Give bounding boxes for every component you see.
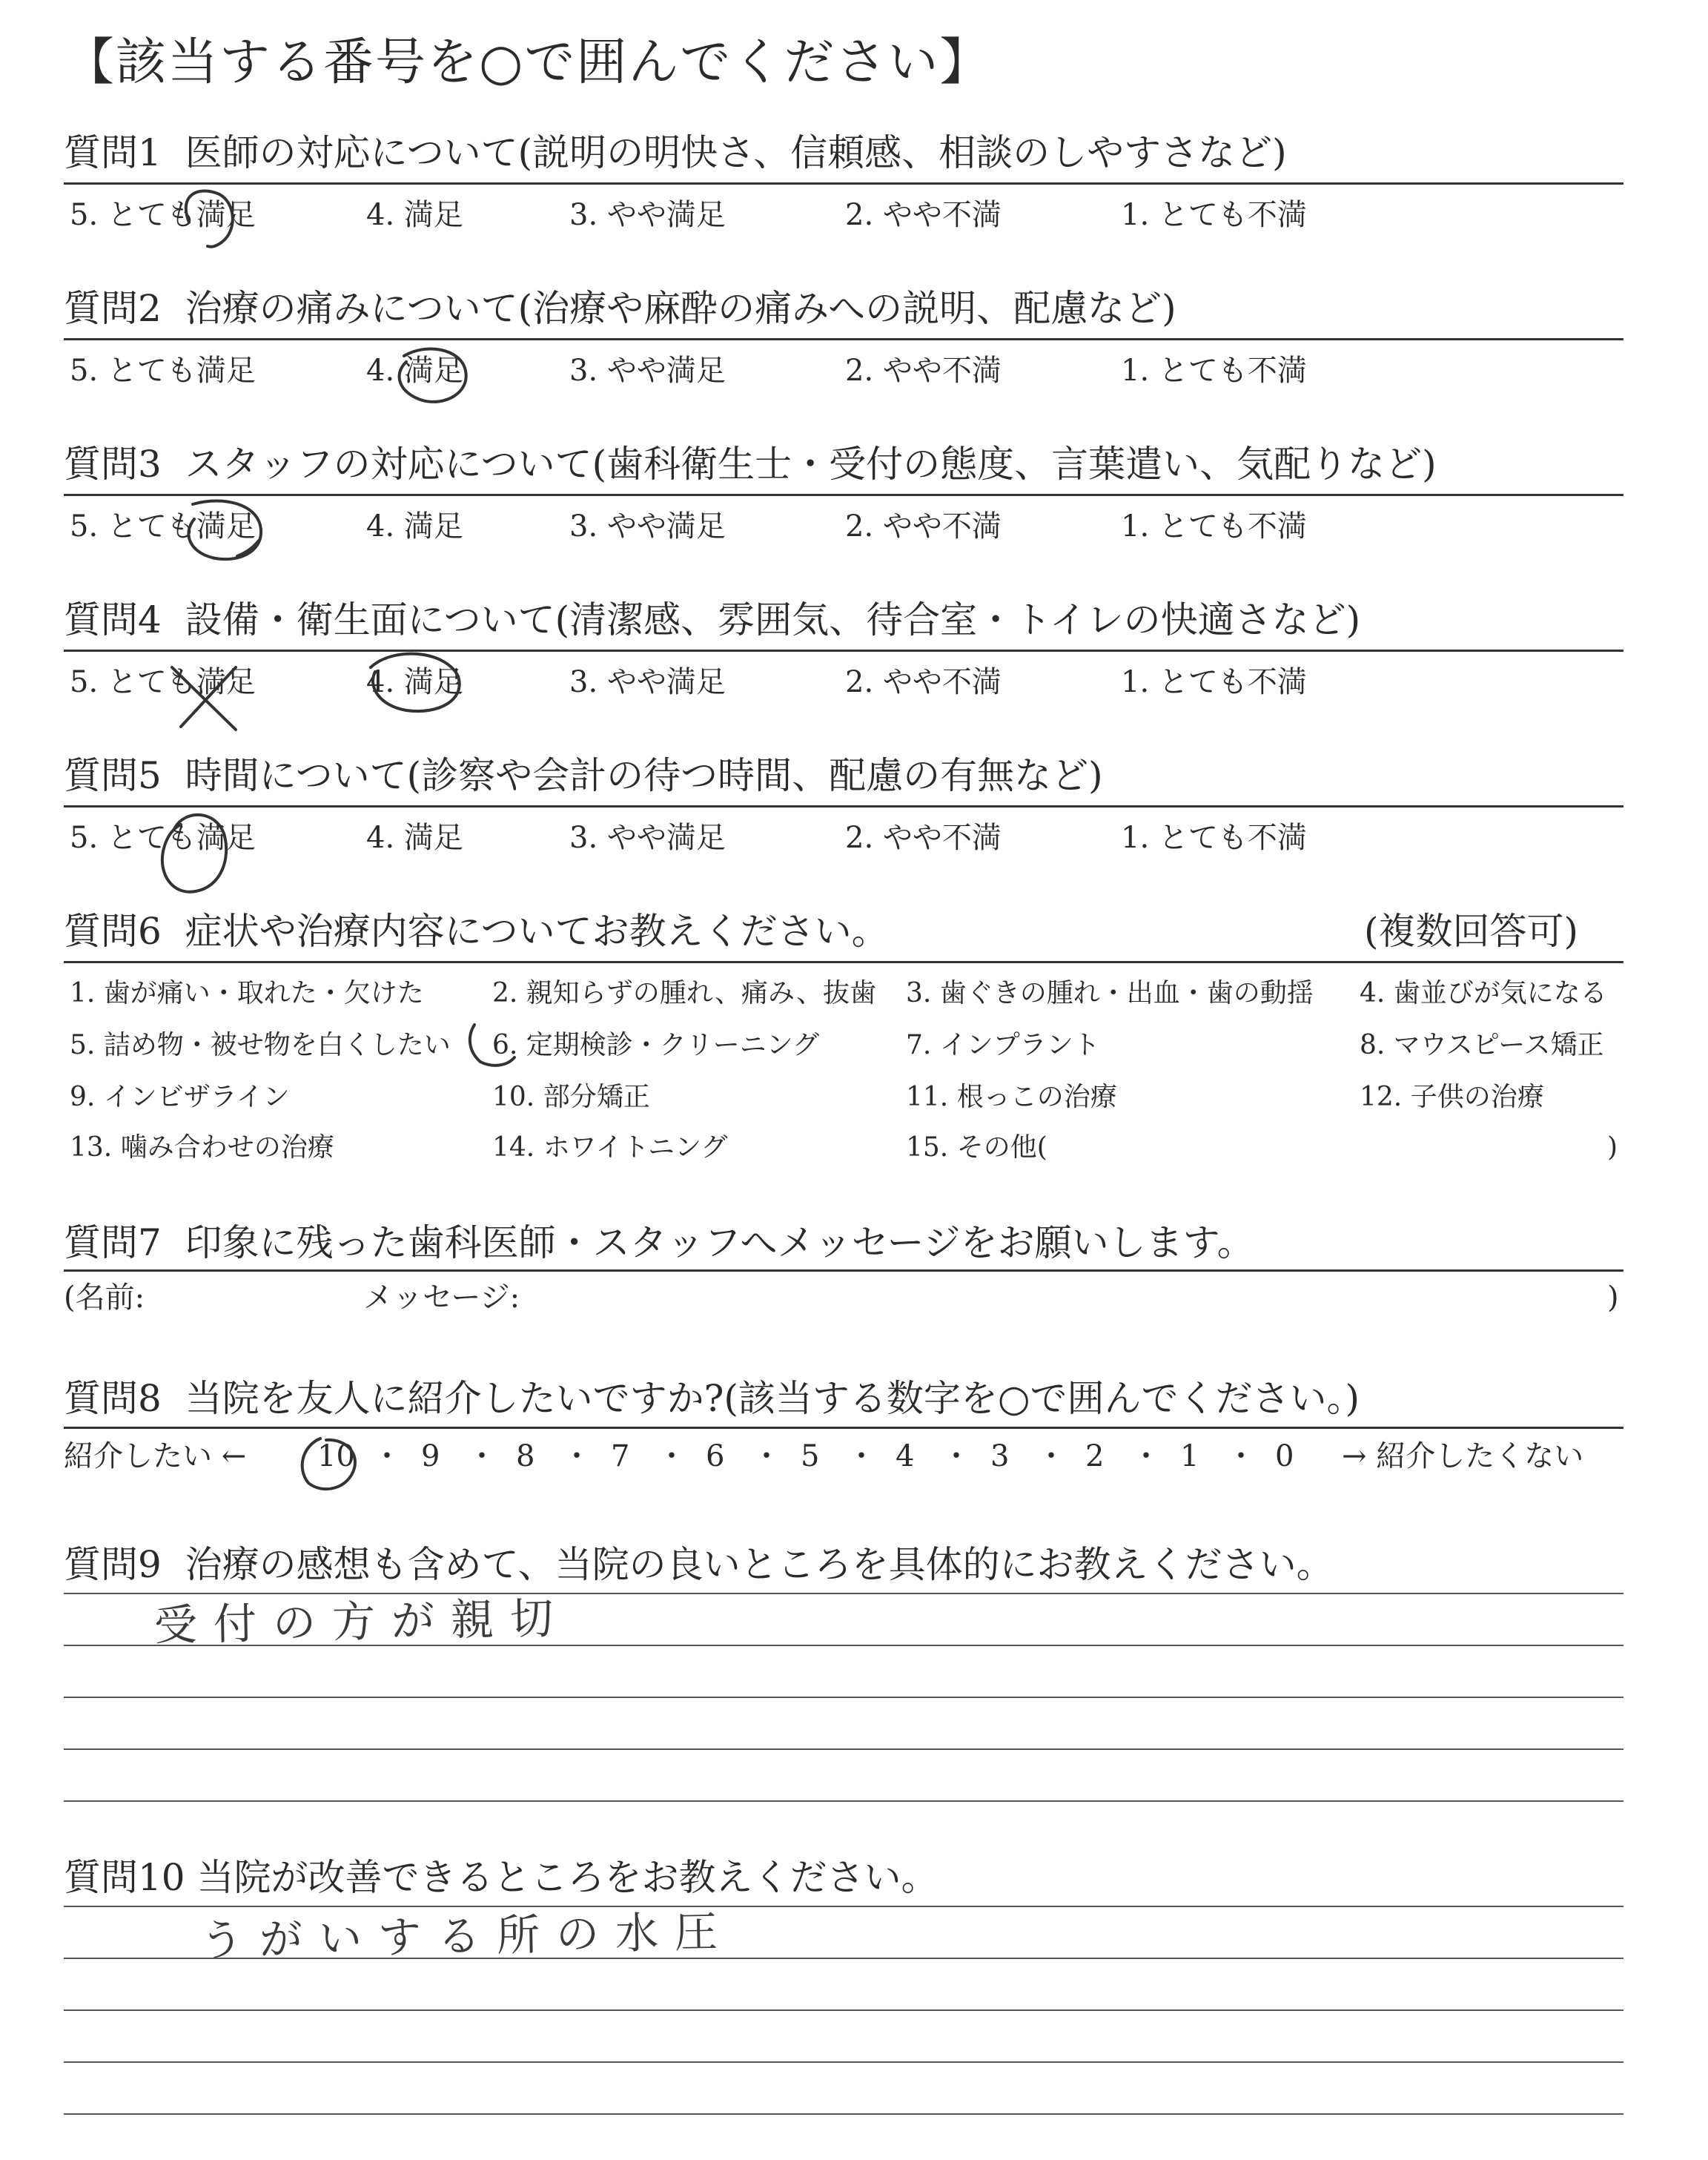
message-close-paren: )	[1607, 1281, 1619, 1315]
q5-option-4[interactable]: 4. 満足	[366, 821, 463, 855]
q1-option-2[interactable]: 2. やや不満	[845, 198, 1002, 232]
question-10-label: 質問10 当院が改善できるところをお教えください。	[64, 1856, 939, 1899]
q3-option-4[interactable]: 4. 満足	[366, 509, 463, 544]
writing-line	[64, 1906, 1623, 1907]
question-3-text: スタッフの対応について(歯科衛生士・受付の態度、言葉遣い、気配りなど)	[185, 443, 1437, 486]
q6-option-11[interactable]: 11. 根っこの治療	[906, 1082, 1117, 1112]
question-7-text: 印象に残った歯科医師・スタッフへメッセージをお願いします。	[185, 1221, 1254, 1264]
writing-line	[64, 2061, 1623, 2063]
q2-option-3[interactable]: 3. やや満足	[569, 354, 726, 388]
scale-separator-dot: ・	[1131, 1439, 1161, 1473]
divider	[64, 338, 1623, 340]
message-field-label[interactable]: メッセージ:	[363, 1281, 520, 1315]
q1-option-1[interactable]: 1. とても不満	[1121, 198, 1307, 232]
scale-separator-dot: ・	[847, 1439, 876, 1473]
question-10-text: 当院が改善できるところをお教えください。	[196, 1856, 939, 1899]
recommend-score-7[interactable]: 7	[611, 1439, 630, 1473]
q4-option-2[interactable]: 2. やや不満	[845, 665, 1002, 699]
question-5-label: 質問5 時間について(診察や会計の待つ時間、配慮の有無など)	[64, 754, 1103, 797]
q6-option-14[interactable]: 14. ホワイトニング	[492, 1132, 728, 1163]
recommend-right-label: → 紹介したくない	[1342, 1439, 1584, 1473]
q5-option-3[interactable]: 3. やや満足	[569, 821, 726, 855]
recommend-score-1[interactable]: 1	[1180, 1439, 1199, 1473]
q3-option-3[interactable]: 3. やや満足	[569, 509, 726, 544]
recommend-score-8[interactable]: 8	[516, 1439, 535, 1473]
divider	[64, 805, 1623, 807]
divider	[64, 494, 1623, 496]
q3-option-5[interactable]: 5. とても満足	[70, 509, 256, 544]
q5-option-1[interactable]: 1. とても不満	[1121, 821, 1307, 855]
q10-handwritten-answer[interactable]: うがいする所の水圧	[199, 1906, 735, 1966]
question-3-label: 質問3 スタッフの対応について(歯科衛生士・受付の態度、言葉遣い、気配りなど)	[64, 443, 1437, 486]
q6-option-5[interactable]: 5. 詰め物・被せ物を白くしたい	[70, 1030, 451, 1060]
q5-option-2[interactable]: 2. やや不満	[845, 821, 1002, 855]
scale-separator-dot: ・	[657, 1439, 686, 1473]
q3-option-1[interactable]: 1. とても不満	[1121, 509, 1307, 544]
q6-option-2[interactable]: 2. 親知らずの腫れ、痛み、抜歯	[492, 978, 877, 1008]
writing-line	[64, 1645, 1623, 1646]
q6-option-6[interactable]: 6. 定期検診・クリーニング	[492, 1030, 820, 1060]
q2-option-2[interactable]: 2. やや不満	[845, 354, 1002, 388]
multiple-answers-note: (複数回答可)	[1364, 910, 1579, 953]
question-6-text: 症状や治療内容についてお教えください。	[185, 910, 889, 953]
question-8-label: 質問8 当院を友人に紹介したいですか?(該当する数字を○で囲んでください。)	[64, 1377, 1360, 1420]
recommend-score-6[interactable]: 6	[706, 1439, 725, 1473]
divider	[64, 1427, 1623, 1429]
scale-separator-dot: ・	[562, 1439, 592, 1473]
question-2-label: 質問2 治療の痛みについて(治療や麻酔の痛みへの説明、配慮など)	[64, 287, 1176, 330]
q1-option-5[interactable]: 5. とても満足	[70, 198, 256, 232]
writing-line	[64, 1958, 1623, 1959]
q6-option-10[interactable]: 10. 部分矯正	[492, 1082, 650, 1112]
q6-option-3[interactable]: 3. 歯ぐきの腫れ・出血・歯の動揺	[906, 978, 1314, 1008]
question-4-label: 質問4 設備・衛生面について(清潔感、雰囲気、待合室・トイレの快適さなど)	[64, 598, 1361, 641]
scale-separator-dot: ・	[941, 1439, 971, 1473]
q1-option-3[interactable]: 3. やや満足	[569, 198, 726, 232]
question-2-text: 治療の痛みについて(治療や麻酔の痛みへの説明、配慮など)	[185, 287, 1176, 330]
q2-option-4[interactable]: 4. 満足	[366, 354, 463, 388]
recommend-score-4[interactable]: 4	[896, 1439, 915, 1473]
scale-separator-dot: ・	[752, 1439, 781, 1473]
question-9-label: 質問9 治療の感想も含めて、当院の良いところを具体的にお教えください。	[64, 1543, 1334, 1586]
q3-option-2[interactable]: 2. やや不満	[845, 509, 1002, 544]
writing-line	[64, 1748, 1623, 1750]
recommend-score-10[interactable]: 10	[317, 1439, 355, 1473]
question-6-label: 質問6 症状や治療内容についてお教えください。	[64, 910, 889, 953]
scale-separator-dot: ・	[467, 1439, 497, 1473]
divider	[64, 1269, 1623, 1272]
scale-separator-dot: ・	[1226, 1439, 1256, 1473]
q5-option-5[interactable]: 5. とても満足	[70, 821, 256, 855]
q2-option-5[interactable]: 5. とても満足	[70, 354, 256, 388]
q6-option-4[interactable]: 4. 歯並びが気になる	[1360, 978, 1607, 1008]
scale-separator-dot: ・	[372, 1439, 402, 1473]
recommend-score-2[interactable]: 2	[1085, 1439, 1105, 1473]
question-1-text: 医師の対応について(説明の明快さ、信頼感、相談のしやすさなど)	[185, 131, 1287, 174]
writing-line	[64, 2009, 1623, 2011]
question-4-text: 設備・衛生面について(清潔感、雰囲気、待合室・トイレの快適さなど)	[185, 598, 1361, 641]
divider	[64, 182, 1623, 185]
name-field-label[interactable]: (名前:	[64, 1281, 145, 1315]
q4-option-3[interactable]: 3. やや満足	[569, 665, 726, 699]
q6-option-9[interactable]: 9. インビザライン	[70, 1082, 290, 1112]
q6-option-8[interactable]: 8. マウスピース矯正	[1360, 1030, 1604, 1060]
recommend-score-9[interactable]: 9	[421, 1439, 440, 1473]
q6-other-close-paren: )	[1607, 1132, 1618, 1163]
q6-option-13[interactable]: 13. 噛み合わせの治療	[70, 1132, 334, 1163]
q4-option-4[interactable]: 4. 満足	[366, 665, 463, 699]
question-9-text: 治療の感想も含めて、当院の良いところを具体的にお教えください。	[185, 1543, 1334, 1586]
recommend-score-3[interactable]: 3	[990, 1439, 1010, 1473]
question-1-label: 質問1 医師の対応について(説明の明快さ、信頼感、相談のしやすさなど)	[64, 131, 1287, 174]
q6-option-7[interactable]: 7. インプラント	[906, 1030, 1100, 1060]
q1-option-4[interactable]: 4. 満足	[366, 198, 463, 232]
recommend-score-5[interactable]: 5	[801, 1439, 820, 1473]
q6-option-1[interactable]: 1. 歯が痛い・取れた・欠けた	[70, 978, 424, 1008]
divider	[64, 650, 1623, 652]
writing-line	[64, 1697, 1623, 1698]
q6-option-12[interactable]: 12. 子供の治療	[1360, 1082, 1544, 1112]
divider	[64, 961, 1623, 963]
survey-title: 【該当する番号を○で囲んでください】	[64, 33, 992, 92]
q6-option-15[interactable]: 15. その他(	[906, 1132, 1047, 1163]
q4-option-5[interactable]: 5. とても満足	[70, 665, 256, 699]
q2-option-1[interactable]: 1. とても不満	[1121, 354, 1307, 388]
q4-option-1[interactable]: 1. とても不満	[1121, 665, 1307, 699]
question-5-text: 時間について(診察や会計の待つ時間、配慮の有無など)	[185, 754, 1103, 797]
writing-line	[64, 2113, 1623, 2115]
scale-separator-dot: ・	[1036, 1439, 1066, 1473]
recommend-score-0[interactable]: 0	[1275, 1439, 1294, 1473]
writing-line	[64, 1593, 1623, 1594]
question-7-label: 質問7 印象に残った歯科医師・スタッフへメッセージをお願いします。	[64, 1221, 1254, 1264]
q9-handwritten-answer[interactable]: 受付の方が親切	[153, 1593, 570, 1651]
question-8-text: 当院を友人に紹介したいですか?(該当する数字を○で囲んでください。)	[185, 1377, 1360, 1420]
writing-line	[64, 1800, 1623, 1802]
recommend-left-label: 紹介したい ←	[64, 1439, 247, 1473]
